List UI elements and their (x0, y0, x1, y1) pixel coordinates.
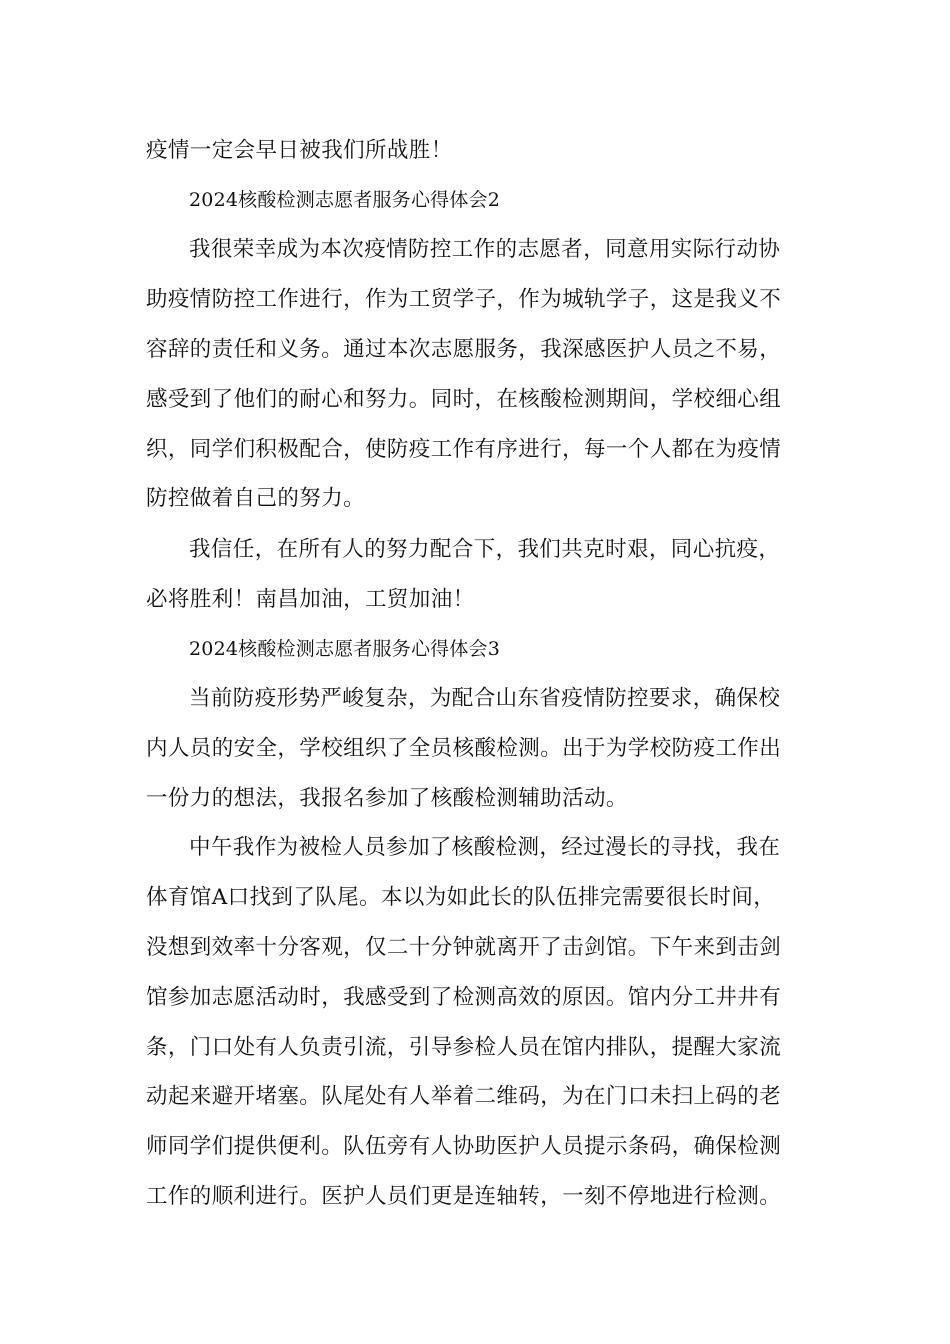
paragraph-line: 我信任，在所有人的努力配合下，我们共克时艰，同心抗疫， (189, 537, 781, 562)
section-heading-3: 2024核酸检测志愿者服务心得体会3 (189, 638, 501, 660)
paragraph-line: 条，门口处有人负责引流，引导参检人员在馆内排队，提醒大家流 (146, 1035, 782, 1060)
paragraph-line: 内人员的安全，学校组织了全员核酸检测。出于为学校防疫工作出 (146, 736, 782, 761)
paragraph-line: 师同学们提供便利。队伍旁有人协助医护人员提示条码，确保检测 (146, 1134, 782, 1159)
paragraph-line: 防控做着自己的努力。 (146, 486, 366, 511)
paragraph-line: 一份力的想法，我报名参加了核酸检测辅助活动。 (146, 786, 628, 811)
paragraph-line: 馆参加志愿活动时，我感受到了检测高效的原因。馆内分工井井有 (146, 985, 782, 1010)
paragraph-line: 没想到效率十分客观，仅二十分钟就离开了击剑馆。下午来到击剑 (146, 935, 782, 960)
paragraph-line: 中午我作为被检人员参加了核酸检测，经过漫长的寻找，我在 (189, 835, 781, 860)
paragraph-line: 感受到了他们的耐心和努力。同时，在核酸检测期间，学校细心组 (146, 387, 782, 412)
section-heading-2: 2024核酸检测志愿者服务心得体会2 (189, 189, 501, 211)
paragraph-line: 容辞的责任和义务。通过本次志愿服务，我深感医护人员之不易， (146, 337, 782, 362)
paragraph-line: 助疫情防控工作进行，作为工贸学子，作为城轨学子，这是我义不 (146, 287, 782, 312)
paragraph-line: 疫情一定会早日被我们所战胜！ (146, 138, 453, 163)
paragraph-line: 必将胜利！南昌加油，工贸加油！ (146, 587, 475, 612)
paragraph-line: 织，同学们积极配合，使防疫工作有序进行，每一个人都在为疫情 (146, 437, 782, 462)
paragraph-line: 工作的顺利进行。医护人员们更是连轴转，一刻不停地进行检测。 (146, 1184, 782, 1209)
paragraph-line: 动起来避开堵塞。队尾处有人举着二维码，为在门口未扫上码的老 (146, 1084, 782, 1109)
paragraph-line: 当前防疫形势严峻复杂，为配合山东省疫情防控要求，确保校 (189, 686, 781, 711)
paragraph-line: 体育馆A口找到了队尾。本以为如此长的队伍排完需要很长时间， (146, 885, 776, 910)
paragraph-line: 我很荣幸成为本次疫情防控工作的志愿者，同意用实际行动协 (189, 237, 781, 262)
